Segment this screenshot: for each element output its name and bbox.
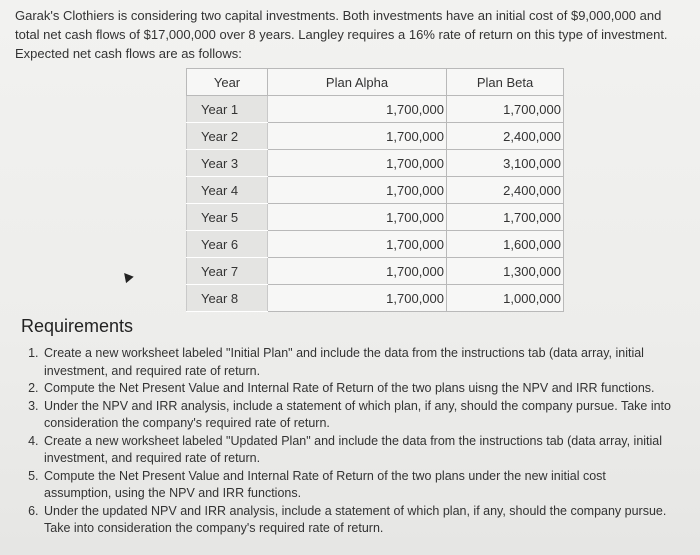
plan-beta-cell: 2,400,000	[447, 177, 564, 204]
plan-beta-cell: 3,100,000	[447, 150, 564, 177]
list-item: 6. Under the updated NPV and IRR analysis, include a statement of which plan, if any, should the company pursue. Take into consideration the company's required rate of return.	[42, 503, 672, 538]
plan-alpha-cell: 1,700,000	[268, 258, 447, 285]
list-item: 4. Create a new worksheet labeled "Updated Plan" and include the data from the instructions tab (data array, initial investment, and required rate of return.	[42, 433, 672, 468]
year-cell: Year 4	[187, 177, 268, 204]
plan-beta-cell: 1,300,000	[447, 258, 564, 285]
table-row	[187, 258, 564, 285]
table-row	[187, 96, 564, 123]
year-cell: Year 3	[187, 150, 268, 177]
plan-beta-cell: 1,700,000	[447, 204, 564, 231]
requirements-list	[20, 345, 672, 538]
requirements-heading: Requirements	[21, 316, 134, 336]
list-item: 1. Create a new worksheet labeled "Initial Plan" and include the data from the instructions tab (data array, initial investment, and required rate of return.	[42, 345, 672, 380]
table-row	[187, 204, 564, 231]
year-cell: Year 2	[187, 123, 268, 150]
plan-alpha-cell: 1,700,000	[268, 123, 447, 150]
plan-alpha-cell: 1,700,000	[268, 285, 447, 312]
table-header-row	[187, 69, 564, 96]
year-cell: Year 6	[187, 231, 268, 258]
list-item: 5. Compute the Net Present Value and Internal Rate of Return of the two plans under the new initial cost assumption, using the NPV and IRR functions.	[42, 468, 672, 503]
plan-alpha-cell: 1,700,000	[268, 177, 447, 204]
table-row	[187, 150, 564, 177]
cash-flow-table	[186, 68, 564, 312]
list-item: 3. Under the NPV and IRR analysis, include a statement of which plan, if any, should the company pursue. Take into consideration the company's required rate of return.	[42, 398, 672, 433]
year-cell: Year 7	[187, 258, 268, 285]
header-plan-beta: Plan Beta	[447, 69, 564, 96]
plan-alpha-cell: 1,700,000	[268, 96, 447, 123]
intro-paragraph: Garak's Clothiers is considering two capital investments. Both investments have an initial cost of $9,000,000 and total net cash flows of $17,000,000 over 8 years. Langley requires a 16% rate of return on this type of investment. Expected net cash flows are as follows:	[15, 8, 668, 61]
plan-beta-cell: 2,400,000	[447, 123, 564, 150]
year-cell: Year 8	[187, 285, 268, 312]
table-row	[187, 177, 564, 204]
plan-alpha-cell: 1,700,000	[268, 150, 447, 177]
list-item: 2. Compute the Net Present Value and Internal Rate of Return of the two plans uisng the NPV and IRR functions.	[42, 380, 672, 398]
year-cell: Year 5	[187, 204, 268, 231]
table-row	[187, 285, 564, 312]
table-row	[187, 123, 564, 150]
plan-alpha-cell: 1,700,000	[268, 231, 447, 258]
table-row	[187, 231, 564, 258]
plan-beta-cell: 1,700,000	[447, 96, 564, 123]
year-cell: Year 1	[187, 96, 268, 123]
plan-alpha-cell: 1,700,000	[268, 204, 447, 231]
header-year: Year	[187, 69, 268, 96]
plan-beta-cell: 1,000,000	[447, 285, 564, 312]
mouse-pointer-icon	[120, 270, 133, 283]
plan-beta-cell: 1,600,000	[447, 231, 564, 258]
header-plan-alpha: Plan Alpha	[268, 69, 447, 96]
